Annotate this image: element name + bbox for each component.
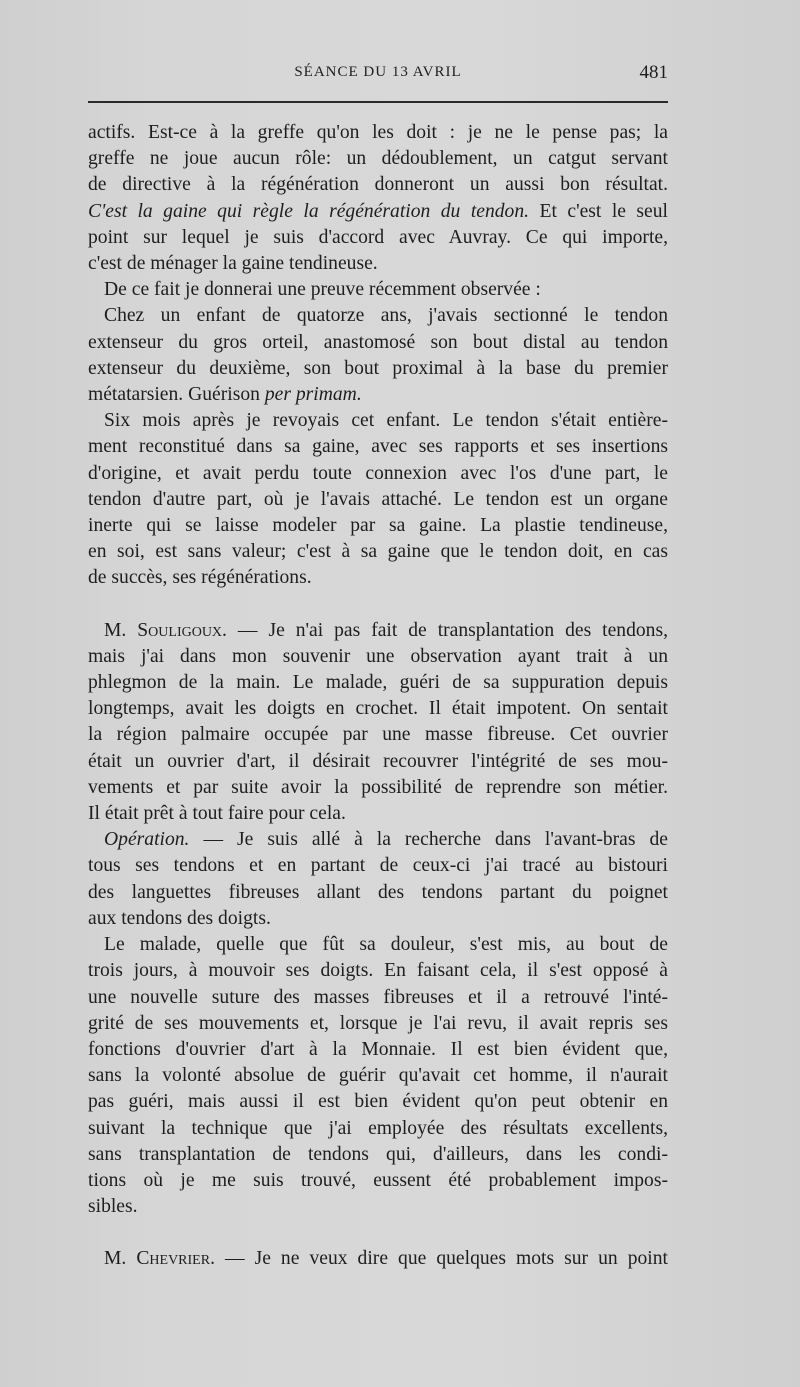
text-line [88, 382, 668, 408]
italic-phrase: C'est la gaine qui règle la régénération du tendon. [88, 200, 530, 222]
text-line [88, 827, 668, 853]
text-span: métatarsien. Guérison [88, 384, 265, 406]
text-line: Le malade, quelle que fût sa douleur, s'est mis, au bout de [104, 934, 668, 956]
text-line: longtemps, avait les doigts en crochet. Il était impotent. On sentait [88, 698, 668, 720]
text-line: tous ses tendons et en partant de ceux-ci j'ai tracé au bistouri [88, 855, 668, 877]
body-text [88, 120, 668, 1273]
text-line: une nouvelle suture des masses fibreuses et il a retrouvé l'inté- [88, 986, 668, 1008]
speaker-name: M. Chevrier. [104, 1248, 215, 1270]
text-line: de succès, ses régénérations. [88, 567, 312, 589]
text-line: mais j'ai dans mon souvenir une observation ayant trait à un [88, 645, 668, 667]
text-line: tions où je me suis trouvé, eussent été probablement impos- [88, 1169, 668, 1191]
text-line: des languettes fibreuses allant des tendons partant du poignet [88, 881, 668, 903]
text-line: sans transplantation de tendons qui, d'ailleurs, dans les condi- [88, 1143, 668, 1165]
text-line: actifs. Est-ce à la greffe qu'on les doit : je ne le pense pas; la [88, 122, 668, 143]
text-line: ment reconstitué dans sa gaine, avec ses rapports et ses insertions [88, 436, 668, 458]
text-line: extenseur du gros orteil, anastomosé son bout distal au tendon [88, 331, 668, 353]
text-line: grité de ses mouvements et, lorsque je l'ai revu, il avait repris ses [88, 1012, 668, 1034]
running-head: SÉANCE DU 13 AVRIL [294, 64, 462, 80]
text-line: extenseur du deuxième, son bout proximal à la base du premier [88, 357, 668, 379]
text-line: Six mois après je revoyais cet enfant. Le tendon s'était entière- [104, 410, 668, 432]
text-line: fonctions d'ouvrier d'art à la Monnaie. Il est bien évident que, [88, 1038, 668, 1060]
italic-phrase: per primam. [264, 384, 362, 406]
text-line: tendon d'autre part, où je l'avais attaché. Le tendon est un organe [88, 488, 668, 510]
text-line: Chez un enfant de quatorze ans, j'avais sectionné le tendon [104, 305, 668, 327]
page-number: 481 [639, 62, 668, 83]
text-line: de directive à la régénération donneront un aussi bon résultat. [88, 174, 668, 196]
text-line: trois jours, à mouvoir ses doigts. En faisant cela, il s'est opposé à [88, 960, 668, 982]
text-line [88, 199, 668, 225]
text-line: sibles. [88, 1196, 138, 1218]
text-line: sans la volonté absolue de guérir qu'avait cet homme, il n'aurait [88, 1065, 668, 1087]
text-line: pas guéri, mais aussi il est bien évident qu'on peut obtenir en [88, 1091, 668, 1113]
text-line: c'est de ménager la gaine tendineuse. [88, 253, 378, 275]
text-line: était un ouvrier d'art, il désirait recouvrer l'intégrité de ses mou- [88, 750, 668, 772]
text-line: vements et par suite avoir la possibilité de reprendre son métier. [88, 776, 668, 798]
text-span: — Je suis allé à la recherche dans l'avant-bras de [189, 829, 668, 851]
text-line: inerte qui se laisse modeler par sa gaine. La plastie tendineuse, [88, 515, 668, 537]
text-line: point sur lequel je suis d'accord avec Auvray. Ce qui importe, [88, 226, 668, 248]
paragraph-gap [88, 592, 668, 618]
text-line: d'origine, et avait perdu toute connexion avec l'os d'une part, le [88, 462, 668, 484]
text-span: — Je n'ai pas fait de transplantation des tendons, [226, 619, 669, 641]
text-line: la région palmaire occupée par une masse fibreuse. Cet ouvrier [88, 724, 668, 746]
text-line: suivant la technique que j'ai employée des résultats excellents, [88, 1117, 668, 1139]
paragraph-gap [88, 1220, 668, 1246]
text-line [88, 618, 668, 644]
text-line: en soi, est sans valeur; c'est à sa gaine que le tendon doit, en cas [88, 541, 668, 563]
text-span: — Je ne veux dire que quelques mots sur un point [214, 1248, 668, 1270]
header-rule [88, 101, 668, 103]
text-span: Et c'est le seul [529, 200, 668, 222]
text-line [88, 1246, 668, 1272]
italic-phrase: Opération. [104, 829, 190, 851]
text-line: greffe ne joue aucun rôle: un dédoublement, un catgut servant [88, 148, 668, 170]
speaker-name: M. Souligoux. [104, 619, 227, 641]
text-line: phlegmon de la main. Le malade, guéri de sa suppuration depuis [88, 672, 668, 694]
text-line: aux tendons des doigts. [88, 907, 271, 929]
text-line: Il était prêt à tout faire pour cela. [88, 803, 346, 825]
page-header [88, 62, 668, 86]
text-line: De ce fait je donnerai une preuve récemment observée : [104, 279, 541, 301]
